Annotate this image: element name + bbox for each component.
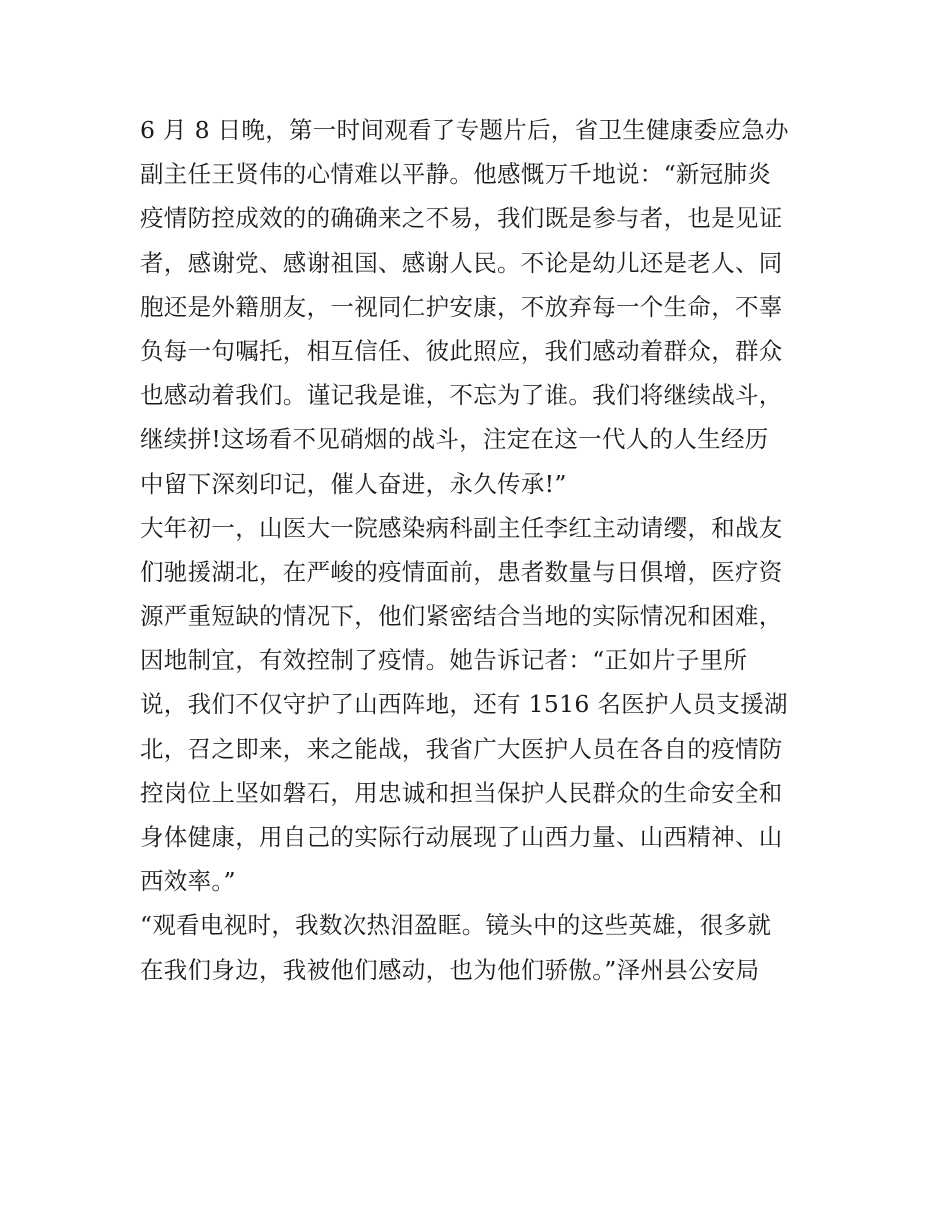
text-line: 身体健康，用自己的实际行动展现了山西力量、山西精神、山 bbox=[140, 823, 783, 851]
text-line: 者，感谢党、感谢祖国、感谢人民。不论是幼儿还是老人、同 bbox=[140, 248, 783, 277]
text-line: 也感动着我们。谨记我是谁，不忘为了谁。我们将继续战斗， bbox=[140, 381, 783, 410]
text-line: 疫情防控成效的的确确来之不易，我们既是参与者，也是见证 bbox=[140, 204, 783, 233]
text-line: 继续拼!这场看不见硝烟的战斗，注定在这一代人的人生经历 bbox=[140, 425, 769, 454]
text-line: 说，我们不仅守护了山西阵地，还有 1516 名医护人员支援湖 bbox=[140, 690, 788, 719]
text-line: 负每一句嘱托，相互信任、彼此照应，我们感动着群众，群众 bbox=[140, 336, 783, 365]
text-line: 们驰援湖北，在严峻的疫情面前，患者数量与日俱增，医疗资 bbox=[140, 557, 783, 586]
text-line: 6 月 8 日晚，第一时间观看了专题片后，省卫生健康委应急办 bbox=[140, 116, 789, 144]
text-line: 西效率。” bbox=[140, 867, 236, 896]
text-line: 因地制宜，有效控制了疫情。她告诉记者：“正如片子里所 bbox=[140, 646, 748, 675]
article-body bbox=[140, 108, 820, 992]
text-line: “观看电视时，我数次热泪盈眶。镜头中的这些英雄，很多就 bbox=[140, 911, 772, 940]
text-line: 源严重短缺的情况下，他们紧密结合当地的实际情况和困难， bbox=[140, 602, 783, 631]
text-line: 副主任王贤伟的心情难以平静。他感慨万千地说：“新冠肺炎 bbox=[140, 160, 772, 189]
text-line: 在我们身边，我被他们感动，也为他们骄傲。”泽州县公安局 bbox=[140, 955, 760, 984]
text-line: 北，召之即来，来之能战，我省广大医护人员在各自的疫情防 bbox=[140, 734, 783, 763]
text-line: 胞还是外籍朋友，一视同仁护安康，不放弃每一个生命，不辜 bbox=[140, 292, 783, 321]
text-line: 控岗位上坚如磐石，用忠诚和担当保护人民群众的生命安全和 bbox=[140, 778, 783, 807]
text-line: 大年初一，山医大一院感染病科副主任李红主动请缨，和战友 bbox=[140, 513, 783, 542]
text-line: 中留下深刻印记，催人奋进，永久传承!” bbox=[140, 469, 567, 498]
